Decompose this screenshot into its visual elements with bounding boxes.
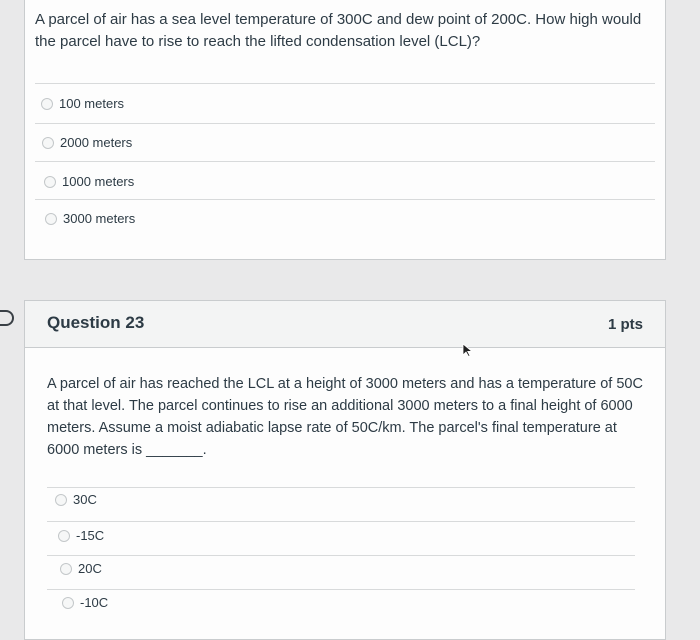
radio-button[interactable]	[44, 176, 56, 188]
answer-option[interactable]	[42, 135, 132, 150]
answer-label: 2000 meters	[60, 135, 133, 150]
answer-label: -15C	[76, 528, 105, 543]
radio-button[interactable]	[60, 563, 72, 575]
radio-button[interactable]	[41, 98, 53, 110]
answer-label: 30C	[73, 492, 97, 507]
answer-label: 1000 meters	[62, 174, 135, 189]
radio-button[interactable]	[55, 494, 67, 506]
question-23-text: A parcel of air has reached the LCL at a height of 3000 meters and has a temperature of 50C at that level. The parcel continues to rise an additional 3000 meters to a final height of 6000 meters. Assume a moist adiabatic lapse rate of 50C/km. The parcel's final temperature at 6000 meters is _______.	[47, 376, 643, 458]
divider	[35, 123, 655, 124]
radio-button[interactable]	[45, 213, 57, 225]
question-header	[25, 301, 665, 348]
answer-option[interactable]	[45, 211, 135, 226]
question-flag-icon[interactable]	[0, 310, 14, 326]
divider	[35, 161, 655, 162]
answer-option[interactable]	[55, 492, 97, 507]
answer-label: -10C	[80, 595, 109, 610]
answer-option[interactable]	[44, 174, 134, 189]
question-points: 1 pts	[607, 316, 643, 333]
answer-label: 20C	[78, 561, 102, 576]
divider	[35, 83, 655, 84]
divider	[35, 199, 655, 200]
question-23-card	[24, 300, 666, 640]
divider	[47, 555, 635, 556]
question-22-text: A parcel of air has a sea level temperature of 300C and dew point of 200C. How high would the parcel have to rise to reach the lifted condensation level (LCL)?	[35, 11, 642, 50]
divider	[47, 487, 635, 488]
answer-label: 3000 meters	[63, 211, 136, 226]
question-22-card	[24, 0, 666, 260]
answer-option[interactable]	[60, 561, 102, 576]
divider	[47, 589, 635, 590]
divider	[47, 521, 635, 522]
radio-button[interactable]	[58, 530, 70, 542]
answer-option[interactable]	[62, 595, 108, 610]
question-title: Question 23	[47, 313, 145, 332]
answer-option[interactable]	[58, 528, 104, 543]
answer-option[interactable]	[41, 96, 124, 111]
radio-button[interactable]	[42, 137, 54, 149]
mouse-pointer-icon	[462, 343, 474, 357]
radio-button[interactable]	[62, 597, 74, 609]
answer-label: 100 meters	[59, 96, 125, 111]
